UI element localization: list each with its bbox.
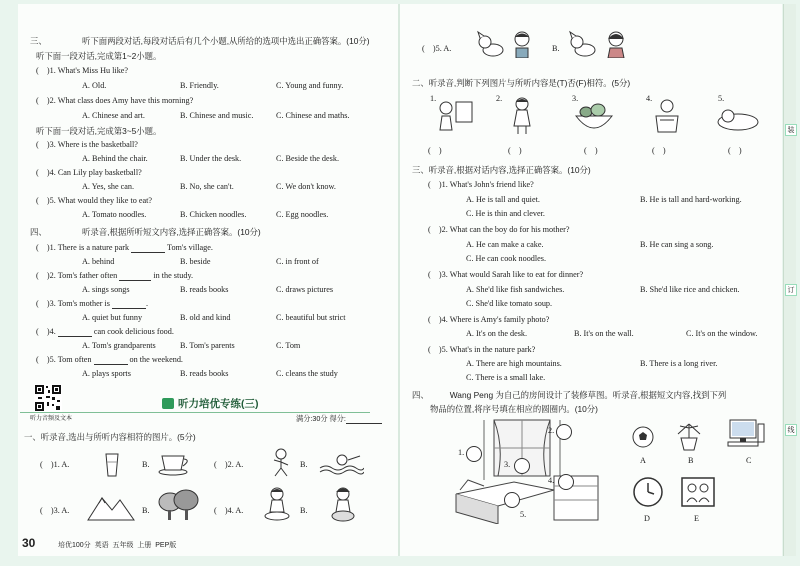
option-c: C. Chinese and maths. [276,111,350,120]
option-a: A. She'd like fish sandwiches. [466,285,565,294]
option-b: B. reads books [180,369,229,378]
item-label-c: C [746,456,752,465]
option-a: A. Old. [82,81,107,90]
answer-circle[interactable] [556,424,572,440]
room-position-number: 5. [520,510,527,519]
left-s4-q3: ( )3. Tom's mother is . [36,299,149,308]
answer-circle[interactable] [558,474,574,490]
left-s4-q2: ( )2. Tom's father often in the study. [36,271,194,280]
left-s4-q1: ( )1. There is a nature park Tom's village. [36,243,213,252]
girl-cooking-icon [262,486,292,524]
room-position-number: 3. [504,460,511,469]
right-section-4-title: 四、 Wang Peng 为自己的房间设计了装修草图。听录音,根据短文内容,找到下列 [412,390,727,400]
left-s4-q5: ( )5. Tom often on the weekend. [36,355,183,364]
section-3-instructions: 听下面两段对话,每段对话后有几个小题,从所给的选项中选出正确答案。(10分) [82,36,370,46]
girl-eating-icon [328,486,358,524]
dog-icon [476,30,506,58]
right-s3-q3: ( )3. What would Sarah like to eat for dinner? [428,270,584,279]
section-4-number: 四、 [30,227,47,237]
kid-reading-icon [650,98,684,136]
option-a: A. It's on the desk. [466,329,528,338]
computer-icon [726,418,766,448]
picture-number: 5. [718,94,725,103]
option-b: B. He is tall and hard-working. [640,195,742,204]
answer-circle[interactable] [514,458,530,474]
option-a: A. There are high mountains. [466,359,562,368]
option-b: B. Chicken noodles. [180,210,247,219]
option-b: B. Under the desk. [180,154,242,163]
option-b: B. There is a long river. [640,359,718,368]
option-b-label: B. [142,506,150,515]
answer-paren: ( ) [652,146,666,155]
right-s3-q5: ( )5. What's in the nature park? [428,345,536,354]
unit-title: 听力培优专练(三) [162,396,262,410]
p1-q3: ( )3. A. [40,506,70,515]
option-b: B. old and kind [180,313,231,322]
answer-paren: ( ) [428,146,442,155]
option-a: A. behind [82,257,115,266]
answer-circle[interactable] [466,446,482,462]
option-c: C. There is a small lake. [466,373,546,382]
option-a: A. Yes, she can. [82,182,135,191]
option-b: B. reads books [180,285,229,294]
picture-number: 2. [496,94,503,103]
qr-label: 听力音频及文本 [30,416,73,422]
option-c: C. Beside the desk. [276,154,339,163]
option-a: A. plays sports [82,369,131,378]
option-b: B. Tom's parents [180,341,235,350]
item-label-b: B [688,456,694,465]
salad-bowl-icon [574,100,614,134]
option-b: B. Friendly. [180,81,219,90]
left-s3-q4: ( )4. Can Lily play basketball? [36,168,142,177]
football-icon [632,426,654,448]
swimming-icon [318,452,364,476]
glass-icon [104,452,120,478]
right-section-4-title-2: 物品的位置,将序号填在相应的圆圈内。(10分) [430,404,598,414]
answer-paren: ( ) [584,146,598,155]
p1-q2: ( )2. A. [214,460,244,469]
option-b-label: B. [300,506,308,515]
left-s3-q1: ( )1. What's Miss Hu like? [36,66,129,75]
option-c: C. It's on the window. [686,329,758,338]
score-line: 满分:30分 得分: [296,414,382,424]
option-a: A. Behind the chair. [82,154,148,163]
option-c: C. beautiful but strict [276,313,346,322]
right-section-2-title: 二、听录音,判断下列图片与所听内容是(T)否(F)相符。(5分) [412,78,631,88]
option-b: B. beside [180,257,211,266]
option-c: C. Egg noodles. [276,210,329,219]
spine-mark: 线 [785,424,797,436]
room-position-number: 2. [548,426,555,435]
title-divider [20,412,370,413]
dialogue-1-note: 听下面一段对话,完成第1~2小题。 [36,51,162,61]
option-b-label: B. [142,460,150,469]
dog-icon [568,30,598,58]
picture-number: 3. [572,94,579,103]
option-a: A. sings songs [82,285,130,294]
option-a: A. quiet but funny [82,313,143,322]
answer-paren: ( ) [508,146,522,155]
plant-icon [674,420,704,452]
option-b-label: B. [300,460,308,469]
option-c: C. She'd like tomato soup. [466,299,553,308]
section-4-instructions: 听录音,根据所听短文内容,选择正确答案。(10分) [82,227,261,237]
part-1-title: 一、听录音,选出与所听内容相符的图片。(5分) [24,432,196,442]
mountains-icon [86,492,136,522]
option-a: A. Chinese and art. [82,111,145,120]
option-a: A. Tomato noodles. [82,210,147,219]
room-position-number: 1. [458,448,465,457]
qr-code-icon[interactable] [34,384,62,412]
option-c: C. cleans the study [276,369,338,378]
left-s4-q4: ( )4. can cook delicious food. [36,327,174,336]
girl-icon [604,30,628,58]
clock-icon [632,476,664,508]
girl-painting-icon [436,98,476,134]
spine-mark: 订 [785,284,797,296]
right-section-3-title: 三、听录音,根据对话内容,选择正确答案。(10分) [412,165,591,175]
option-a: A. He is tall and quiet. [466,195,540,204]
left-s3-q3: ( )3. Where is the basketball? [36,140,138,149]
picture-number: 4. [646,94,653,103]
picture-number: 1. [430,94,437,103]
option-a: A. He can make a cake. [466,240,544,249]
option-a: A. Tom's grandparents [82,341,156,350]
option-b: B. Chinese and music. [180,111,254,120]
option-c: C. He is thin and clever. [466,209,545,218]
sleeping-icon [716,104,760,132]
item-label-d: D [644,514,650,523]
girl-standing-icon [508,96,536,136]
option-c: C. Young and funny. [276,81,344,90]
left-s3-q2: ( )2. What class does Amy have this morning? [36,96,194,105]
option-c: C. He can cook noodles. [466,254,547,263]
listening-icon [162,398,174,409]
left-s3-q5: ( )5. What would they like to eat? [36,196,153,205]
option-c: C. Tom [276,341,301,350]
spine-mark: 装 [785,124,797,136]
item-label-a: A [640,456,646,465]
room-position-number: 4. [548,476,555,485]
answer-paren: ( ) [728,146,742,155]
p1-q4: ( )4. A. [214,506,244,515]
forest-icon [156,488,200,522]
binding-spine [783,4,796,556]
section-3-number: 三、 [30,36,47,46]
footer-info: 培优100分 英语 五年级 上册 PEP版 [58,542,177,549]
p1-q1: ( )1. A. [40,460,70,469]
option-b-label: B. [552,44,560,53]
running-boy-icon [270,448,292,478]
option-c: C. We don't know. [276,182,336,191]
option-c: C. in front of [276,257,319,266]
option-c: C. draws pictures [276,285,334,294]
dialogue-2-note: 听下面一段对话,完成第3~5小题。 [36,126,162,136]
teacup-icon [158,450,192,476]
page-number: 30 [22,536,36,550]
answer-circle[interactable] [504,492,520,508]
boy-icon [510,30,534,58]
option-b: B. It's on the wall. [574,329,634,338]
family-photo-icon [680,476,716,508]
right-s3-q4: ( )4. Where is Amy's family photo? [428,315,550,324]
right-q5-prev: ( )5. A. [422,44,452,53]
option-b: B. He can sing a song. [640,240,714,249]
option-b: B. She'd like rice and chicken. [640,285,740,294]
right-s3-q1: ( )1. What's John's friend like? [428,180,534,189]
option-b: B. No, she can't. [180,182,234,191]
item-label-e: E [694,514,700,523]
right-s3-q2: ( )2. What can the boy do for his mother? [428,225,570,234]
